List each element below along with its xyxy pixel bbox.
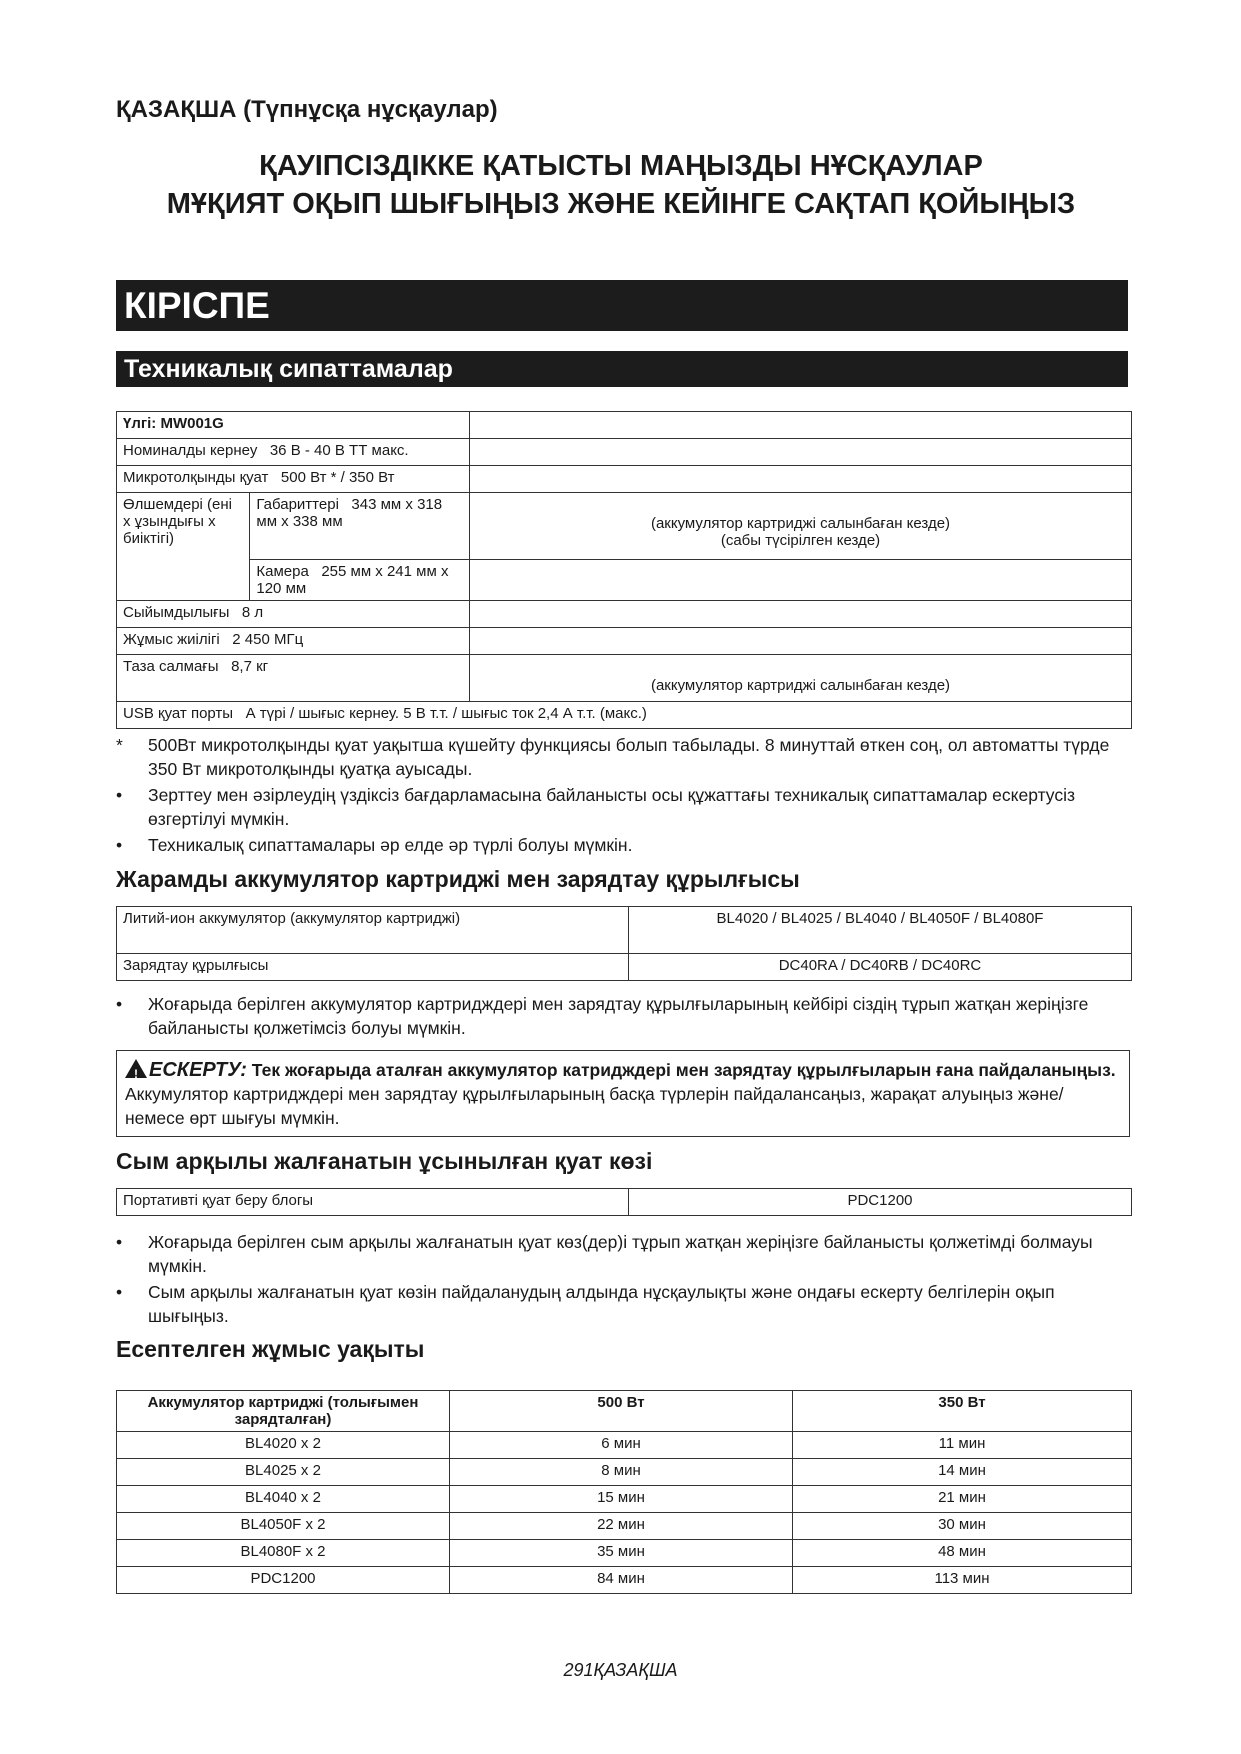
overall-note-1: (аккумулятор картриджі салынбаған кезде) — [650, 515, 951, 532]
power-label: Микротолқынды қуат — [123, 469, 269, 486]
table-row: Зарядтау құрылғысы DC40RA / DC40RB / DC40RC — [117, 954, 1132, 981]
list-item: • Техникалық сипаттамалары әр елде әр түрлі болуы мүмкін. — [116, 835, 633, 855]
usb-value: А түрі / шығыс кернеу. 5 В т.т. / шығыс ток 2,4 А т.т. (макс.) — [245, 705, 647, 722]
table-header-row: Аккумулятор картриджі (толығымен зарядталған) 500 Вт 350 Вт — [117, 1391, 1132, 1432]
list-item: * 500Вт микротолқынды қуат уақытша күшейту функциясы болып табылады. 8 минуттай өткен соң, ол автоматты түрде 350 Вт микротолқынды қуатқа ауысады. — [116, 735, 1110, 779]
page-footer: 291ҚАЗАҚША — [563, 1660, 678, 1680]
freq-value: 2 450 МГц — [232, 631, 304, 648]
battery-table — [116, 906, 1132, 981]
table-row — [117, 439, 1132, 466]
table-row: PDC1200 84 мин 113 мин — [117, 1567, 1132, 1594]
caution-label: ЕСКЕРТУ: — [149, 1059, 247, 1081]
voltage-label: Номиналды кернеу — [123, 442, 258, 459]
table-row: BL4040 x 2 15 мин 21 мин — [117, 1486, 1132, 1513]
section-banner: КІРІСПЕ — [116, 280, 1128, 331]
model-label: Үлгі: MW001G — [123, 415, 224, 432]
overall-note-2: (сабы түсірілген кезде) — [720, 532, 881, 549]
voltage-value: 36 В - 40 В ТТ макс. — [269, 442, 409, 459]
table-row: Литий-ион аккумулятор (аккумулятор картриджі) BL4020 / BL4025 / BL4040 / BL4050F / BL4080F — [117, 907, 1132, 954]
table-row — [117, 628, 1132, 655]
chamber-label: Камера — [256, 563, 309, 580]
power-notes — [116, 1230, 1126, 1330]
safety-warning-line2: МҰҚИЯТ ОҚЫП ШЫҒЫҢЫЗ ЖӘНЕ КЕЙІНГЕ САҚТАП ҚОЙЫҢЫЗ — [166, 188, 1076, 220]
dims-label: Өлшемдері (ені х ұзындығы х биіктігі) — [117, 493, 250, 601]
power-table — [116, 1188, 1132, 1216]
power-heading: Сым арқылы жалғанатын ұсынылған қуат көзі — [116, 1148, 653, 1174]
table-row: BL4020 x 2 6 мин 11 мин — [117, 1432, 1132, 1459]
spec-heading: Техникалық сипаттамалар — [116, 351, 1128, 387]
warning-triangle-icon: ! — [125, 1059, 147, 1078]
chamber-value: 255 мм х 241 мм х 120 мм — [256, 563, 449, 597]
table-row: BL4025 x 2 8 мин 14 мин — [117, 1459, 1132, 1486]
battery-note: • Жоғарыда берілген аккумулятор картридждері мен зарядтау құрылғыларының кейбірі сіздің тұрып жатқан жеріңізге байланысты қолжетімсіз болуы мүмкін. — [116, 994, 1089, 1038]
table-row — [117, 493, 1132, 560]
table-row — [117, 601, 1132, 628]
battery-heading: Жарамды аккумулятор картриджі мен зарядтау құрылғысы — [116, 866, 800, 892]
caution-bold: Тек жоғарыда аталған аккумулятор катридждері мен зарядтау құрылғыларын ғана пайдаланыңыз. — [251, 1060, 1116, 1080]
weight-label: Таза салмағы — [123, 658, 219, 675]
language-title: ҚАЗАҚША (Түпнұсқа нұсқаулар) — [116, 96, 498, 123]
weight-note: (аккумулятор картриджі салынбаған кезде) — [470, 655, 1132, 702]
caution-text: Аккумулятор картридждері мен зарядтау құрылғыларының басқа түрлерін пайдалансаңыз, жарақат алуыңыз және/немесе өрт шығуы мүмкін. — [125, 1084, 1064, 1128]
overall-value: 343 мм х 318 мм х 338 мм — [256, 496, 443, 530]
table-row — [117, 560, 1132, 601]
power-value: 500 Вт * / 350 Вт — [280, 469, 395, 486]
list-item: • Зерттеу мен әзірлеудің үздіксіз бағдарламасына байланысты осы құжаттағы техникалық сипаттамалар ескертусіз өзгертілуі мүмкін. — [116, 785, 1076, 829]
empty-cell — [470, 412, 1132, 439]
capacity-value: 8 л — [241, 604, 264, 621]
spec-table — [116, 411, 1132, 729]
table-row — [117, 412, 1132, 439]
table-row — [117, 655, 1132, 702]
overall-label: Габариттері — [256, 496, 339, 513]
runtime-heading: Есептелген жұмыс уақыты — [116, 1336, 425, 1362]
table-row: BL4080F x 2 35 мин 48 мин — [117, 1540, 1132, 1567]
spec-notes — [116, 733, 1126, 859]
freq-label: Жұмыс жиілігі — [123, 631, 220, 648]
table-row — [117, 466, 1132, 493]
weight-value: 8,7 кг — [231, 658, 269, 675]
table-row: Портативті қуат беру блогы PDC1200 — [117, 1189, 1132, 1216]
safety-warning-line1: ҚАУІПСІЗДІККЕ ҚАТЫСТЫ МАҢЫЗДЫ НҰСҚАУЛАР — [259, 150, 983, 182]
usb-label: USB қуат порты — [123, 705, 234, 722]
table-row: BL4050F x 2 22 мин 30 мин — [117, 1513, 1132, 1540]
capacity-label: Сыйымдылығы — [123, 604, 230, 621]
list-item: • Сым арқылы жалғанатын қуат көзін пайдаланудың алдында нұсқаулықты және ондағы ескерту белгілерін оқып шығыңыз. — [116, 1282, 1055, 1326]
list-item: • Жоғарыда берілген сым арқылы жалғанатын қуат көз(дер)і тұрып жатқан жеріңізге байланысты қолжетімді болмауы мүмкін. — [116, 1232, 1093, 1276]
table-row — [117, 702, 1132, 729]
caution-box — [116, 1050, 1130, 1137]
runtime-table — [116, 1390, 1132, 1594]
